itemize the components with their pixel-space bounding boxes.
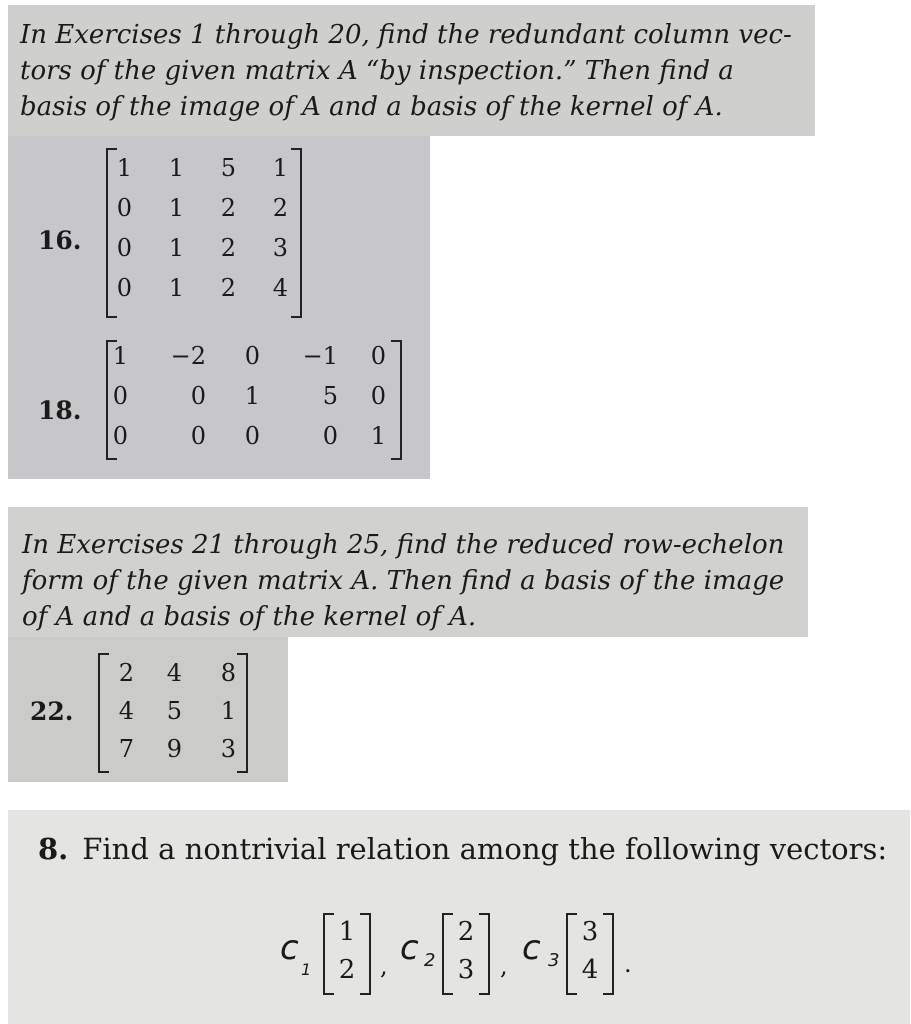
matrix-entry: 1 — [168, 194, 184, 222]
matrix-entry: 0 — [244, 342, 260, 370]
vector-entry: 3 — [457, 955, 475, 985]
matrix-body — [104, 659, 236, 773]
matrix-entry: 0 — [190, 422, 206, 450]
coefficient-c2: c — [400, 928, 419, 968]
right-bracket — [237, 653, 248, 773]
matrix-entry: 4 — [118, 697, 134, 725]
instructions-text-2: In Exercises 21 through 25, find the reduced row-echelon form of the given matrix A. Then find a basis of the image of A and a basis of the kernel of A. — [22, 530, 785, 632]
separator-comma-1: , — [380, 952, 388, 980]
exercise-panel-8 — [8, 810, 910, 1024]
right-bracket — [391, 340, 402, 460]
vector-entry: 1 — [338, 917, 356, 947]
exercise-panel-22 — [8, 637, 288, 782]
matrix-row — [102, 194, 288, 234]
matrix-entry: 1 — [112, 342, 128, 370]
matrix-body — [102, 154, 288, 314]
matrix-entry: 1 — [370, 422, 386, 450]
instructions-panel-2 — [8, 507, 808, 637]
vector-entry: 2 — [457, 917, 475, 947]
right-bracket — [291, 148, 302, 318]
matrix-entry: 8 — [220, 659, 236, 687]
matrix-entry: 0 — [322, 422, 338, 450]
coefficient-c2-subscript: 2 — [424, 950, 436, 971]
vector-1 — [323, 913, 371, 995]
matrix-entry: 2 — [220, 194, 236, 222]
matrix-row — [102, 234, 288, 274]
matrix-entry: 2 — [118, 659, 134, 687]
matrix-entry: 0 — [116, 234, 132, 262]
instructions-text-1: In Exercises 1 through 20, find the redundant column vec- tors of the given matrix A “by inspection.” Then find a basis of the image of A and a basis of the kernel of A. — [20, 20, 792, 122]
matrix-entry: −2 — [170, 342, 206, 370]
vector-entry: 4 — [581, 955, 599, 985]
matrix-entry: 3 — [220, 735, 236, 763]
vector-3 — [566, 913, 614, 995]
matrix-entry: 0 — [112, 382, 128, 410]
matrix-entry: 2 — [220, 274, 236, 302]
matrix-row — [102, 154, 288, 194]
matrix-entry: 9 — [166, 735, 182, 763]
matrix-entry: 4 — [166, 659, 182, 687]
vector-2 — [442, 913, 490, 995]
vector-entry: 2 — [338, 955, 356, 985]
matrix-row — [104, 422, 386, 462]
matrix-entry: 2 — [272, 194, 288, 222]
vector-entry: 3 — [581, 917, 599, 947]
matrix-entry: 1 — [220, 697, 236, 725]
matrix-row — [104, 697, 236, 735]
matrix-entry: 0 — [244, 422, 260, 450]
instructions-panel-1 — [8, 5, 815, 136]
matrix-entry: 0 — [370, 342, 386, 370]
matrix-entry: 5 — [322, 382, 338, 410]
matrix-row — [104, 342, 386, 382]
separator-comma-2: , — [500, 952, 508, 980]
matrix-entry: −1 — [302, 342, 338, 370]
exercises-panel-16-18 — [8, 136, 430, 479]
coefficient-c3: c — [522, 928, 541, 968]
coefficient-c1-subscript: 1 — [301, 960, 312, 979]
matrix-entry: 1 — [272, 154, 288, 182]
matrix-entry: 3 — [272, 234, 288, 262]
matrix-16 — [106, 148, 302, 318]
coefficient-c1: c — [280, 928, 299, 968]
matrix-18 — [106, 340, 402, 460]
matrix-entry: 1 — [168, 154, 184, 182]
matrix-entry: 0 — [116, 274, 132, 302]
matrix-entry: 1 — [168, 274, 184, 302]
matrix-entry: 0 — [112, 422, 128, 450]
matrix-row — [104, 659, 236, 697]
matrix-row — [104, 382, 386, 422]
matrix-entry: 1 — [116, 154, 132, 182]
matrix-entry: 4 — [272, 274, 288, 302]
exercise-18-number: 18. — [38, 396, 82, 425]
matrix-body — [104, 342, 386, 462]
exercise-8-statement — [38, 832, 887, 866]
exercise-16-number: 16. — [38, 226, 82, 255]
matrix-entry: 0 — [116, 194, 132, 222]
exercise-22-number: 22. — [30, 697, 74, 726]
exercise-8-number: 8. — [38, 832, 69, 866]
matrix-entry: 1 — [244, 382, 260, 410]
matrix-entry: 0 — [190, 382, 206, 410]
matrix-22 — [98, 653, 248, 773]
matrix-entry: 1 — [168, 234, 184, 262]
matrix-entry: 5 — [166, 697, 182, 725]
matrix-row — [102, 274, 288, 314]
matrix-row — [104, 735, 236, 773]
matrix-entry: 2 — [220, 234, 236, 262]
exercise-8-text: Find a nontrivial relation among the following vectors: — [82, 832, 888, 866]
matrix-entry: 0 — [370, 382, 386, 410]
coefficient-c3-subscript: 3 — [548, 950, 560, 971]
matrix-entry: 5 — [220, 154, 236, 182]
matrix-entry: 7 — [118, 735, 134, 763]
separator-period: . — [624, 950, 632, 978]
